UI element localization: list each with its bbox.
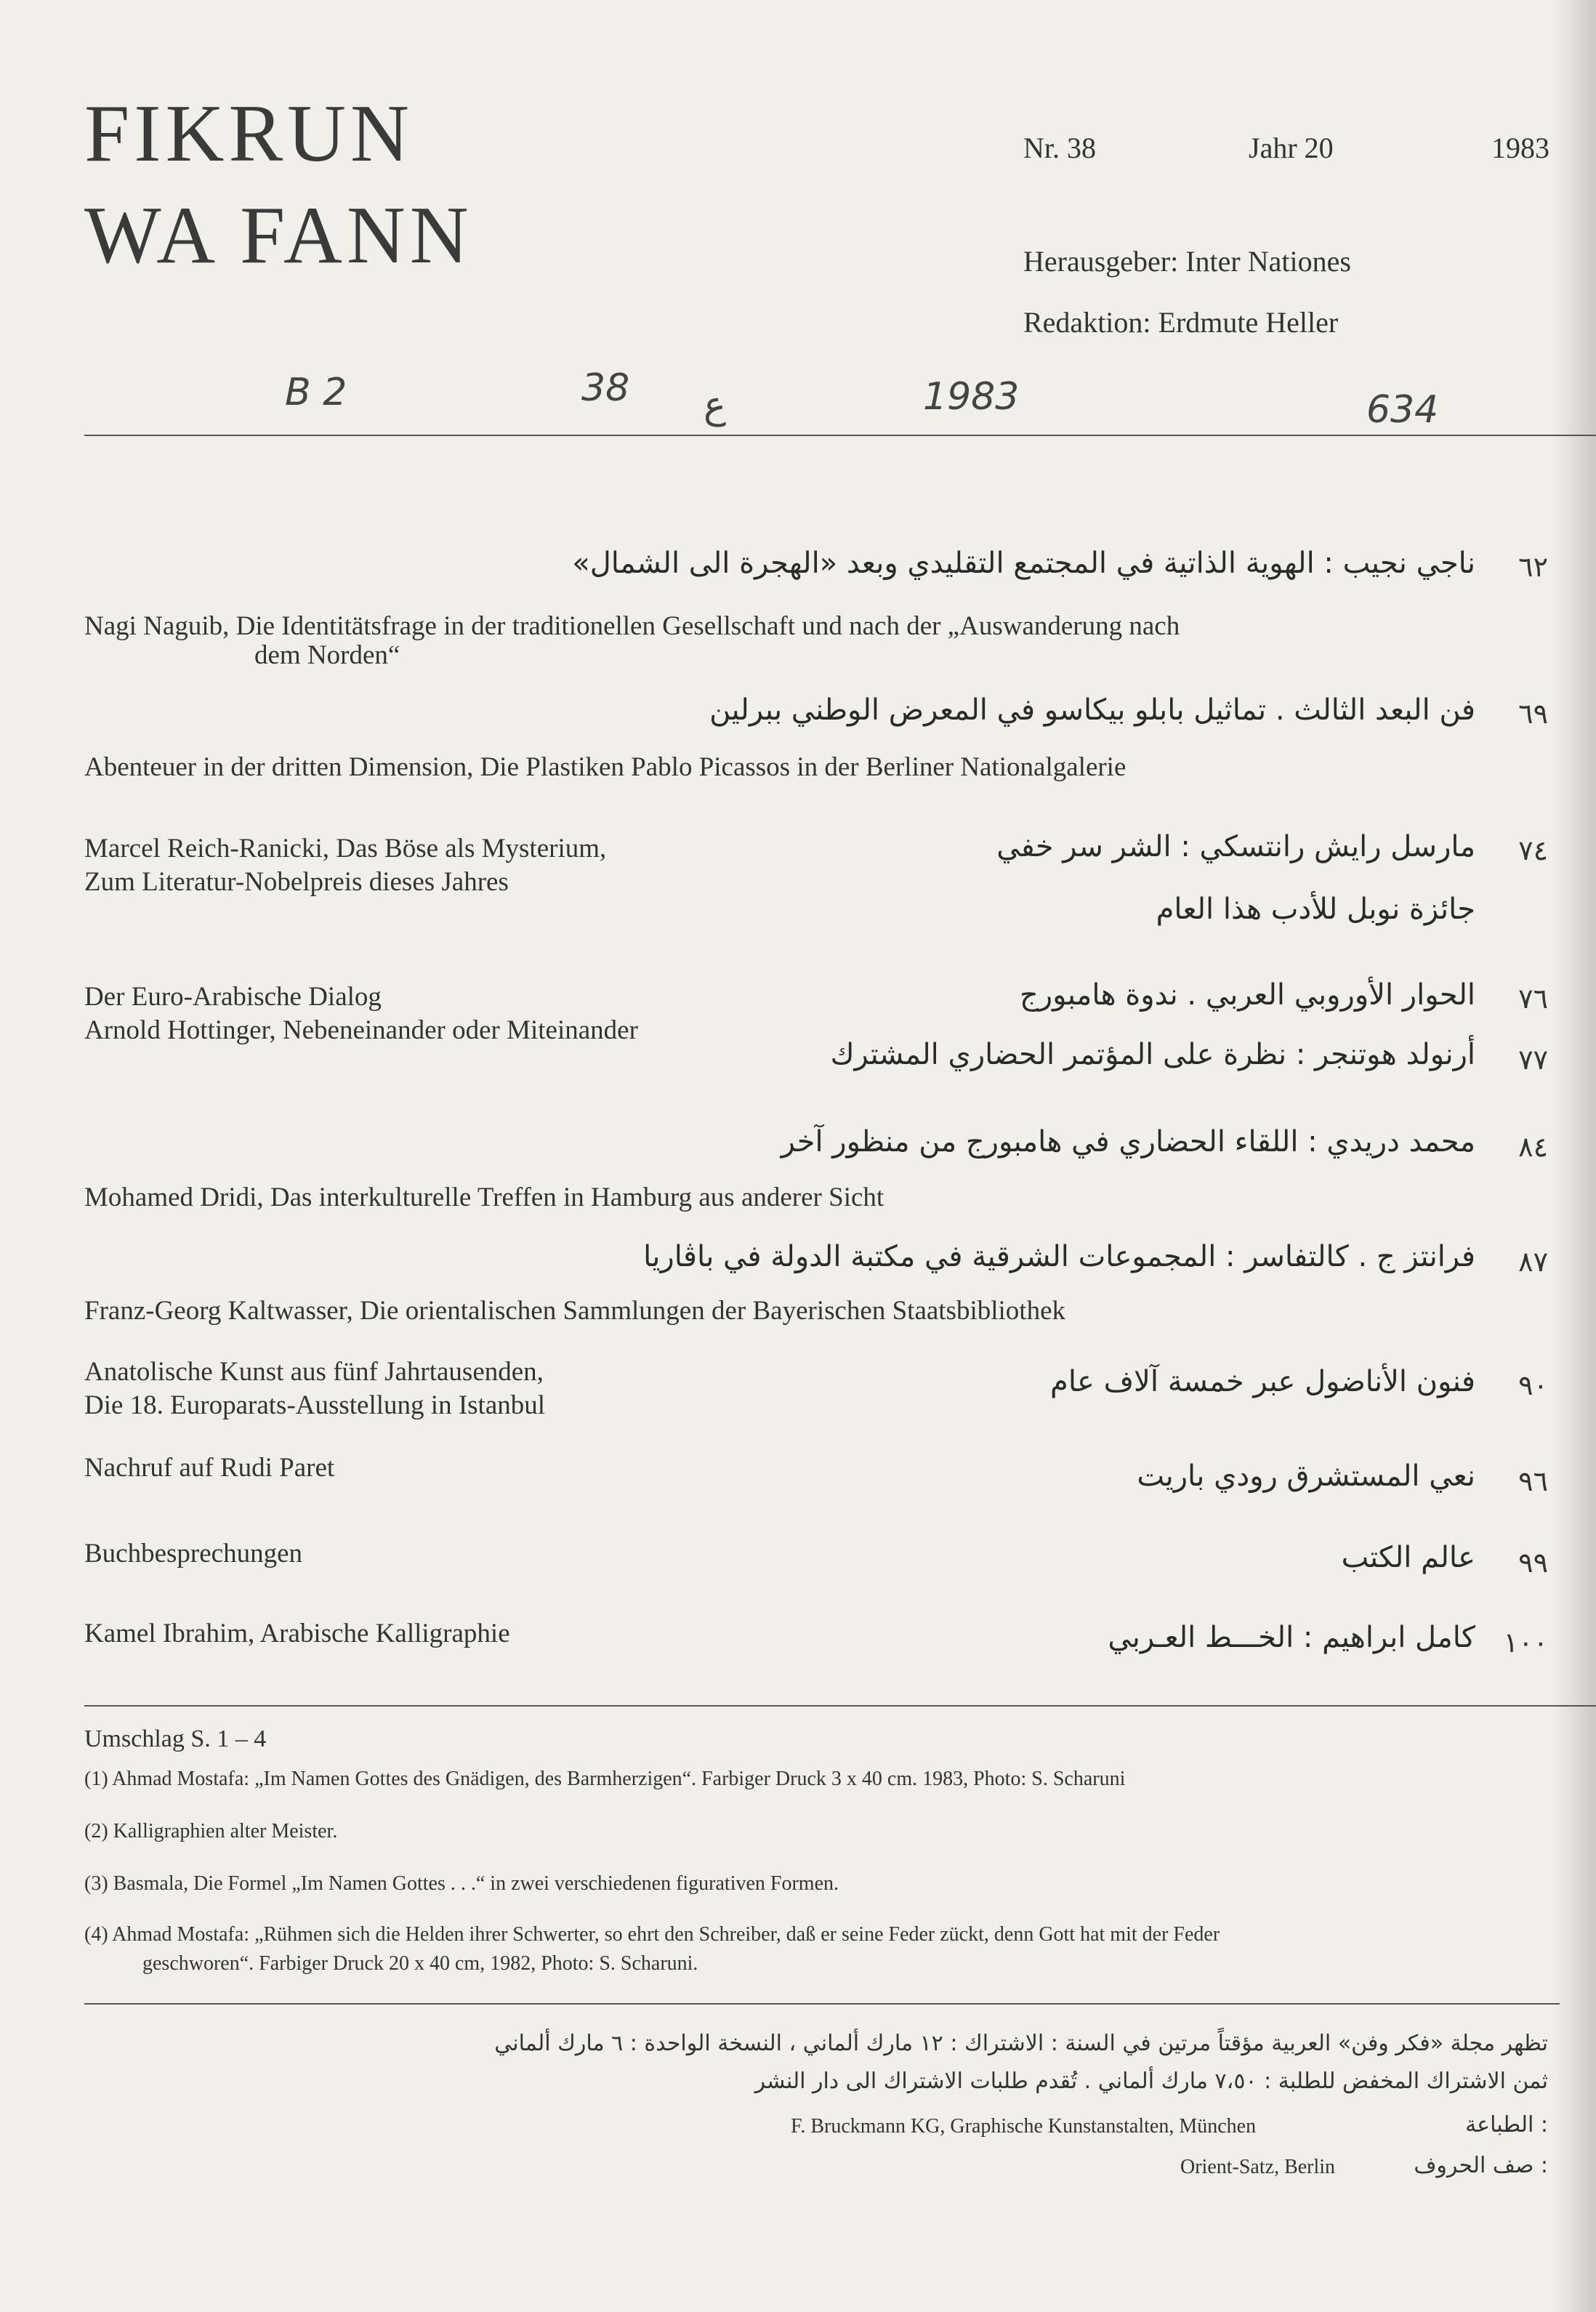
handwritten-mark-4: 1983 <box>923 375 1020 419</box>
printer-name: F. Bruckmann KG, Graphische Kunstanstalten, München <box>791 2115 1257 2138</box>
handwritten-mark-1: B 2 <box>285 371 347 414</box>
german-title: Nachruf auf Rudi Paret <box>84 1453 335 1483</box>
cover-note-3: (3) Basmala, Die Formel „Im Namen Gottes . . .“ in zwei verschiedenen figurativen Formen. <box>84 1872 839 1895</box>
cover-heading: Umschlag S. 1 – 4 <box>84 1725 267 1752</box>
german-title: Nagi Naguib, Die Identitätsfrage in der traditionellen Gesellschaft und nach der „Auswanderung nach <box>84 611 1180 641</box>
german-title: Kamel Ibrahim, Arabische Kalligraphie <box>84 1619 510 1648</box>
arabic-title: الحوار الأوروبي العربي . ندوة هامبورج <box>1020 978 1475 1012</box>
german-title: Anatolische Kunst aus fünf Jahrtausenden, <box>84 1357 544 1387</box>
arabic-title-cont: جائزة نوبل للأدب هذا العام <box>1156 893 1475 926</box>
german-title-cont: Die 18. Europarats-Ausstellung in Istanbul <box>84 1390 546 1420</box>
arabic-title: فن البعد الثالث . تماثيل بابلو بيكاسو في المعرض الوطني ببرلين <box>709 693 1475 727</box>
handwritten-mark-5: 634 <box>1366 388 1439 432</box>
arabic-title: فنون الأناضول عبر خمسة آلاف عام <box>1050 1365 1475 1398</box>
german-title: Arnold Hottinger, Nebeneinander oder Miteinander <box>84 1015 638 1045</box>
german-title: Der Euro-Arabische Dialog <box>84 982 382 1012</box>
arabic-title: محمد دريدي : اللقاء الحضاري في هامبورج من منظور آخر <box>781 1125 1475 1159</box>
printer-label: : الطباعة <box>1465 2112 1548 2138</box>
cover-note-2: (2) Kalligraphien alter Meister. <box>84 1820 338 1842</box>
cover-divider <box>84 2003 1560 2005</box>
arabic-title: كامل ابراهيم : الخـــط العـربي <box>1108 1621 1475 1654</box>
arabic-title: عالم الكتب <box>1341 1541 1475 1574</box>
page-number: ٩٩ <box>1518 1547 1548 1579</box>
german-title: Franz-Georg Kaltwasser, Die orientalischen Sammlungen der Bayerischen Staatsbibliothek <box>84 1296 1066 1326</box>
publication-year: 1983 <box>1491 132 1549 164</box>
journal-title-line1: FIKRUN <box>84 89 414 179</box>
editor: Redaktion: Erdmute Heller <box>1023 306 1339 339</box>
page-number: ٦٩ <box>1518 698 1548 730</box>
arabic-title: نعي المستشرق رودي باريت <box>1137 1459 1475 1493</box>
page-number: ٨٧ <box>1518 1246 1548 1278</box>
page-number: ٦٢ <box>1518 551 1548 583</box>
arabic-title: أرنولد هوتنجر : نظرة على المؤتمر الحضاري المشترك <box>830 1038 1475 1071</box>
handwritten-mark-2: 38 <box>581 366 630 410</box>
page-number: ٧٦ <box>1518 983 1548 1015</box>
arabic-title: ناجي نجيب : الهوية الذاتية في المجتمع التقليدي وبعد «الهجرة الى الشمال» <box>572 547 1475 580</box>
page-number: ١٠٠ <box>1503 1627 1548 1659</box>
page-number: ٩٦ <box>1518 1465 1548 1497</box>
typesetter-label: : صف الحروف <box>1414 2153 1548 2178</box>
german-title: Buchbesprechungen <box>84 1539 303 1568</box>
german-title-cont: dem Norden“ <box>254 640 400 670</box>
page-number: ٨٤ <box>1518 1131 1548 1163</box>
german-title: Marcel Reich-Ranicki, Das Böse als Mysterium, <box>84 834 607 863</box>
german-title: Abenteuer in der dritten Dimension, Die Plastiken Pablo Picassos in der Berliner Nationalgalerie <box>84 752 1127 782</box>
german-title: Mohamed Dridi, Das interkulturelle Treffen in Hamburg aus anderer Sicht <box>84 1183 884 1212</box>
page-number: ٧٤ <box>1518 834 1548 866</box>
page-number: ٩٠ <box>1518 1369 1548 1401</box>
publisher: Herausgeber: Inter Nationes <box>1023 245 1351 278</box>
journal-title-line2: WA FANN <box>84 190 473 281</box>
header-divider <box>84 435 1596 436</box>
handwritten-mark-3: ع <box>704 384 727 427</box>
cover-note-4-cont: geschworen“. Farbiger Druck 20 x 40 cm, 1982, Photo: S. Scharuni. <box>142 1952 698 1975</box>
subscription-info: تظهر مجلة «فكر وفن» العربية مؤقتاً مرتين في السنة : الاشتراك : ١٢ مارك ألماني ، النسخة الواحدة : ٦ مارك ألماني <box>494 2031 1548 2056</box>
contents-divider <box>84 1705 1596 1707</box>
issue-number: Nr. 38 <box>1023 132 1096 164</box>
arabic-title: فرانتز ج . كالتفاسر : المجموعات الشرقية في مكتبة الدولة في باڤاريا <box>643 1240 1475 1273</box>
cover-note-4: (4) Ahmad Mostafa: „Rühmen sich die Helden ihrer Schwerter, so ehrt den Schreiber, daß er seine Feder zückt, denn Gott hat mit der Feder <box>84 1923 1220 1946</box>
student-subscription-info: ثمن الاشتراك المخفض للطلبة : ٧،٥٠ مارك ألماني . تُقدم طلبات الاشتراك الى دار النشر <box>754 2069 1548 2094</box>
volume-year: Jahr 20 <box>1249 132 1334 164</box>
cover-note-1: (1) Ahmad Mostafa: „Im Namen Gottes des Gnädigen, des Barmherzigen“. Farbiger Druck 3 x 40 cm. 1983, Photo: S. Scharuni <box>84 1768 1126 1790</box>
page-edge-shadow <box>1552 0 1596 2312</box>
typesetter-name: Orient-Satz, Berlin <box>1180 2156 1336 2178</box>
german-title-cont: Zum Literatur-Nobelpreis dieses Jahres <box>84 867 509 897</box>
page-number: ٧٧ <box>1518 1044 1548 1076</box>
arabic-title: مارسل رايش رانتسكي : الشر سر خفي <box>996 830 1475 863</box>
